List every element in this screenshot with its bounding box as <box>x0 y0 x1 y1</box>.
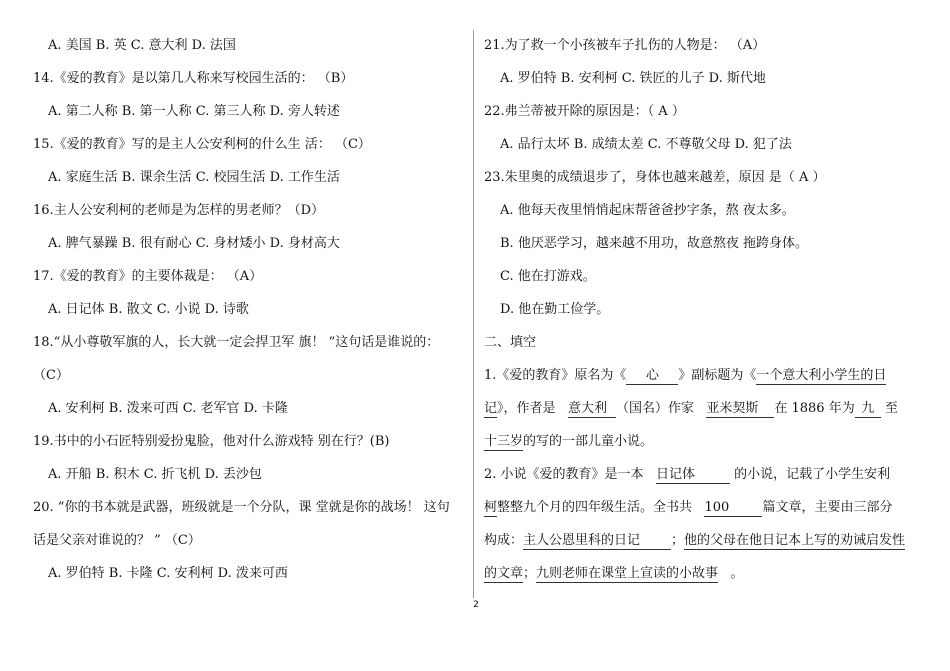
q22-options: A. 品行太坏 B. 成绩太差 C. 不尊敬父母 D. 犯了法 <box>500 137 792 152</box>
blank-name-end: 柯 <box>484 500 498 515</box>
q23-option-b: B. 他厌恶学习，越来越不用功，故意熬夜 拖跨身体。 <box>500 236 808 251</box>
question-21: 21.为了救一个小孩被车子扎伤的人物是： （A） <box>484 38 766 53</box>
page-number: 2 <box>473 600 479 610</box>
blank-country: 意大利 <box>568 401 616 418</box>
q19-options: A. 开船 B. 积木 C. 折飞机 D. 丢沙包 <box>48 467 262 482</box>
blank-part-three: 九则老师在课堂上宣读的小故事 <box>536 566 719 581</box>
blank-original-title: 心 <box>626 368 678 385</box>
fill-q2-line4: 的文章；九则老师在课堂上宣读的小故事 。 <box>484 566 744 581</box>
q21-options: A. 罗伯特 B. 安利柯 C. 铁匠的儿子 D. 斯代地 <box>500 71 766 86</box>
q18-options: A. 安利柯 B. 泼来可西 C. 老军官 D. 卡隆 <box>48 401 288 416</box>
question-23: 23.朱里奥的成绩退步了，身体也越来越差，原因 是（ A ） <box>484 170 826 185</box>
blank-part-one: 主人公恩里科的日记 <box>523 533 671 550</box>
question-20-cont: 话是父亲对谁说的？ ” （C） <box>33 533 201 548</box>
blank-author: 亚米契斯 <box>706 401 774 418</box>
fill-q1-line3: 十三岁的写的一部儿童小说。 <box>484 434 654 449</box>
blank-article-count: 100 <box>704 500 762 517</box>
q14-options: A. 第二人称 B. 第一人称 C. 第三人称 D. 旁人转述 <box>48 104 340 119</box>
q23-option-d: D. 他在勤工俭学。 <box>500 302 610 317</box>
section-heading-fill-blank: 二、填空 <box>484 335 537 350</box>
blank-age-from: 九 <box>855 401 881 418</box>
q20-options: A. 罗伯特 B. 卡隆 C. 安利柯 D. 泼来可西 <box>48 566 288 581</box>
q13-options: A. 美国 B. 英 C. 意大利 D. 法国 <box>48 38 236 53</box>
question-15: 15.《爱的教育》写的是主人公安利柯的什么生 活： （C） <box>33 137 371 152</box>
question-17: 17.《爱的教育》的主要体裁是： （A） <box>33 269 263 284</box>
blank-age-to: 十三岁 <box>484 434 524 449</box>
fill-q2-line3: 构成：主人公恩里科的日记 ；他的父母在他日记本上写的劝诫启发性 <box>484 533 906 548</box>
blank-genre: 日记体 <box>656 467 730 484</box>
blank-subtitle-part1: 一个意大利小学生的日 <box>756 368 887 383</box>
question-20: 20. “你的书本就是武器，班级就是一个分队，课 堂就是你的战场！ 这句 <box>33 500 450 515</box>
fill-q2-line2: 柯整整九个月的四年级生活。全书共 100 篇文章，主要由三部分 <box>484 500 893 515</box>
question-18-answer: （C） <box>33 368 69 383</box>
q17-options: A. 日记体 B. 散文 C. 小说 D. 诗歌 <box>48 302 249 317</box>
q15-options: A. 家庭生活 B. 课余生活 C. 校园生活 D. 工作生活 <box>48 170 340 185</box>
fill-q1-line1: 1.《爱的教育》原名为《 心 》副标题为《一个意大利小学生的日 <box>484 368 887 383</box>
question-19: 19.书中的小石匠特别爱扮鬼脸，他对什么游戏特 别在行？(B) <box>33 434 390 449</box>
q23-option-c: C. 他在打游戏。 <box>500 269 596 284</box>
fill-q1-line2: 记》，作者是 意大利 （国名）作家 亚米契斯 在 1886 年为 九 至 <box>484 401 898 416</box>
q16-options: A. 脾气暴躁 B. 很有耐心 C. 身材矮小 D. 身材高大 <box>48 236 340 251</box>
column-divider <box>473 30 474 598</box>
fill-q2-line1: 2. 小说《爱的教育》是一本 日记体 的小说，记载了小学生安利 <box>484 467 891 482</box>
blank-subtitle-part2: 记 <box>484 401 498 416</box>
question-22: 22.弗兰蒂被开除的原因是：（ A ） <box>484 104 685 119</box>
blank-part-two-b: 的文章 <box>484 566 524 581</box>
blank-part-two-a: 他的父母在他日记本上写的劝诫启发性 <box>684 533 906 548</box>
q23-option-a: A. 他每天夜里悄悄起床帮爸爸抄字条，熬 夜太多。 <box>500 203 795 218</box>
question-18: 18.“从小尊敬军旗的人，长大就一定会捍卫军 旗！ ”这句话是谁说的： <box>33 335 440 350</box>
question-16: 16.主人公安利柯的老师是为怎样的男老师？（D） <box>33 203 325 218</box>
question-14: 14.《爱的教育》是以第几人称来写校园生活的： （B） <box>33 71 354 86</box>
